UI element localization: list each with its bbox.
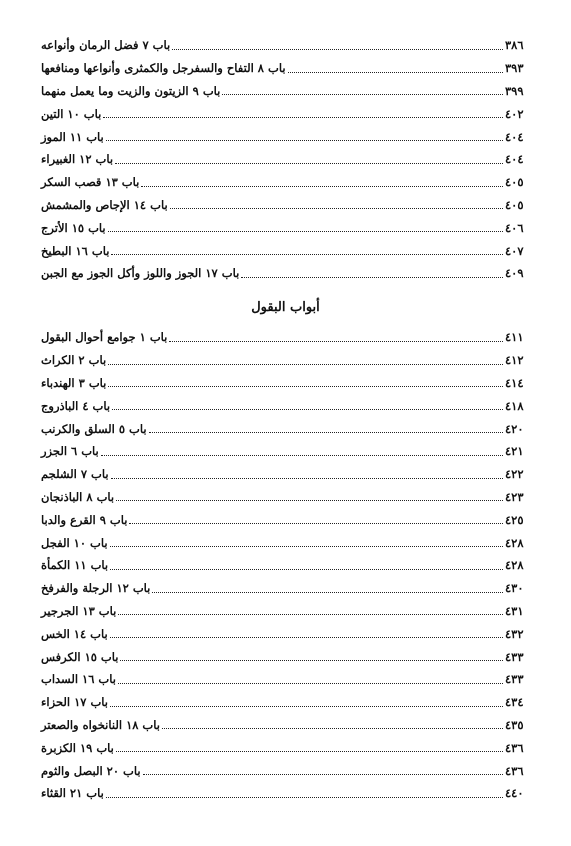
entry-title: باب ٦ الجزر xyxy=(41,444,99,459)
dot-leader xyxy=(115,153,503,164)
entry-page-number: ٤٠٩ xyxy=(505,266,524,281)
entry-title: باب ٣ الهندباء xyxy=(41,375,107,390)
toc-entry xyxy=(41,80,529,103)
dot-leader xyxy=(241,267,503,278)
toc-entry xyxy=(41,440,529,463)
entry-page-number: ٤٢٢ xyxy=(505,467,524,482)
entry-title: باب ٧ فضل الرمان وأنواعه xyxy=(41,38,171,53)
entry-title: باب ٩ القرع والدبا xyxy=(41,512,128,527)
dot-leader xyxy=(162,718,503,729)
entry-title: باب ١٦ السداب xyxy=(41,672,116,687)
toc-entry xyxy=(41,194,529,217)
dot-leader xyxy=(152,582,503,593)
dot-leader xyxy=(110,536,503,547)
toc-entry xyxy=(41,782,529,805)
entry-page-number: ٤٠٤ xyxy=(505,129,524,144)
entry-page-number: ٤١٢ xyxy=(505,353,524,368)
entry-title: باب ١٧ الحزاء xyxy=(41,695,108,710)
dot-leader xyxy=(116,741,503,752)
entry-title: باب ٨ الباذنجان xyxy=(41,489,115,504)
dot-leader xyxy=(170,198,503,209)
entry-page-number: ٤٤٠ xyxy=(505,786,524,801)
dot-leader xyxy=(116,490,503,501)
toc-entry xyxy=(41,171,529,194)
toc-entry xyxy=(41,554,529,577)
dot-leader xyxy=(106,130,503,141)
toc-entry xyxy=(41,486,529,509)
entry-page-number: ٤٢٥ xyxy=(505,512,524,527)
toc-entry xyxy=(41,463,529,486)
dot-leader xyxy=(143,764,503,775)
dot-leader xyxy=(110,559,503,570)
toc-entry xyxy=(41,148,529,171)
entry-title: باب ٤ الباذروج xyxy=(41,398,111,413)
entry-page-number: ٣٩٩ xyxy=(505,83,524,98)
entry-title: باب ٧ الشلجم xyxy=(41,467,109,482)
entry-page-number: ٤٣٦ xyxy=(505,740,524,755)
dot-leader xyxy=(129,513,503,524)
entry-title: باب ٩ الزيتون والزيت وما يعمل منهما xyxy=(41,83,221,98)
entry-title: باب ١٣ قصب السكر xyxy=(41,175,140,190)
entry-page-number: ٤٢٨ xyxy=(505,535,524,550)
entry-page-number: ٣٨٦ xyxy=(505,38,524,53)
entry-page-number: ٤٣٤ xyxy=(505,695,524,710)
toc-entry xyxy=(41,508,529,531)
entry-title: باب ١٩ الكزبرة xyxy=(41,740,114,755)
entry-title: باب ١٤ الإجاص والمشمش xyxy=(41,197,168,212)
entry-title: باب ١١ الكمأة xyxy=(41,558,109,573)
entry-page-number: ٤٠٢ xyxy=(505,106,524,121)
toc-entry xyxy=(41,394,529,417)
entry-page-number: ٤٢١ xyxy=(505,444,524,459)
entry-title: باب ١٠ الفجل xyxy=(41,535,108,550)
toc-entry xyxy=(41,645,529,668)
entry-page-number: ٤٠٦ xyxy=(505,220,524,235)
entry-page-number: ٤٣٣ xyxy=(505,649,524,664)
dot-leader xyxy=(101,445,503,456)
entry-title: باب ١٢ الغبيراء xyxy=(41,152,114,167)
entry-title: باب ١٠ التين xyxy=(41,106,102,121)
toc-entry xyxy=(41,714,529,737)
toc-entry xyxy=(41,736,529,759)
dot-leader xyxy=(106,787,503,798)
dot-leader xyxy=(120,650,503,661)
dot-leader xyxy=(111,244,503,255)
entry-page-number: ٤٢٨ xyxy=(505,558,524,573)
toc-entry xyxy=(41,326,529,349)
toc-entry xyxy=(41,216,529,239)
toc-entry xyxy=(41,239,529,262)
dot-leader xyxy=(110,696,503,707)
dot-leader xyxy=(103,107,503,118)
dot-leader xyxy=(108,354,503,365)
entry-page-number: ٤٠٥ xyxy=(505,197,524,212)
entry-page-number: ٤٣٠ xyxy=(505,581,524,596)
dot-leader xyxy=(108,221,503,232)
toc-entry xyxy=(41,125,529,148)
section-heading: أبواب البقول xyxy=(251,300,320,315)
entry-title: باب ٨ التفاح والسفرجل والكمثرى وأنواعها ومنافعها xyxy=(41,61,286,76)
dot-leader xyxy=(111,468,503,479)
entry-page-number: ٤٠٧ xyxy=(505,243,524,258)
dot-leader xyxy=(118,673,503,684)
toc-entry xyxy=(41,759,529,782)
dot-leader xyxy=(169,331,503,342)
dot-leader xyxy=(149,422,503,433)
toc-entry xyxy=(41,372,529,395)
entry-page-number: ٤٠٥ xyxy=(505,175,524,190)
entry-page-number: ٤٣٥ xyxy=(505,717,524,732)
entry-page-number: ٤٢٠ xyxy=(505,421,524,436)
dot-leader xyxy=(110,627,503,638)
toc-entry xyxy=(41,57,529,80)
entry-page-number: ٤٣٢ xyxy=(505,626,524,641)
entry-title: باب ١٦ البطيخ xyxy=(41,243,110,258)
dot-leader xyxy=(118,604,503,615)
entry-title: باب ١١ الموز xyxy=(41,129,104,144)
toc-entry xyxy=(41,262,529,285)
entry-page-number: ٤١١ xyxy=(505,330,524,345)
entry-page-number: ٤٣٦ xyxy=(505,763,524,778)
toc-entry xyxy=(41,668,529,691)
toc-entry xyxy=(41,577,529,600)
entry-page-number: ٣٩٣ xyxy=(505,61,524,76)
dot-leader xyxy=(108,376,503,387)
entry-page-number: ٤٢٣ xyxy=(505,489,524,504)
entry-title: باب ١٥ الكرفس xyxy=(41,649,119,664)
entry-page-number: ٤٣١ xyxy=(505,603,524,618)
toc-entry xyxy=(41,349,529,372)
entry-page-number: ٤٣٣ xyxy=(505,672,524,687)
toc-section-fruits xyxy=(41,34,529,285)
entry-title: باب ١٥ الأترج xyxy=(41,220,106,235)
toc-entry xyxy=(41,102,529,125)
entry-title: باب ١٧ الجوز واللوز وأكل الجوز مع الجبن xyxy=(41,266,240,281)
entry-title: باب ١٢ الرجلة والفرفخ xyxy=(41,581,151,596)
dot-leader xyxy=(141,176,503,187)
toc-entry xyxy=(41,34,529,57)
toc-entry xyxy=(41,622,529,645)
toc-section-vegetables xyxy=(41,326,529,805)
dot-leader xyxy=(112,399,503,410)
dot-leader xyxy=(288,62,503,73)
dot-leader xyxy=(172,39,503,50)
entry-title: باب ٢٠ البصل والثوم xyxy=(41,763,141,778)
entry-page-number: ٤٠٤ xyxy=(505,152,524,167)
toc-entry xyxy=(41,691,529,714)
toc-entry xyxy=(41,600,529,623)
toc-entry xyxy=(41,531,529,554)
entry-page-number: ٤١٨ xyxy=(505,398,524,413)
entry-title: باب ٢١ القثاء xyxy=(41,786,104,801)
entry-title: باب ١٨ النانخواه والصعتر xyxy=(41,717,160,732)
entry-title: باب ١٣ الجرجير xyxy=(41,603,117,618)
dot-leader xyxy=(222,84,503,95)
entry-title: باب ٥ السلق والكرنب xyxy=(41,421,147,436)
entry-title: باب ٢ الكراث xyxy=(41,353,107,368)
entry-title: باب ١ جوامع أحوال البقول xyxy=(41,330,168,345)
toc-entry xyxy=(41,417,529,440)
entry-page-number: ٤١٤ xyxy=(505,375,524,390)
entry-title: باب ١٤ الخس xyxy=(41,626,108,641)
